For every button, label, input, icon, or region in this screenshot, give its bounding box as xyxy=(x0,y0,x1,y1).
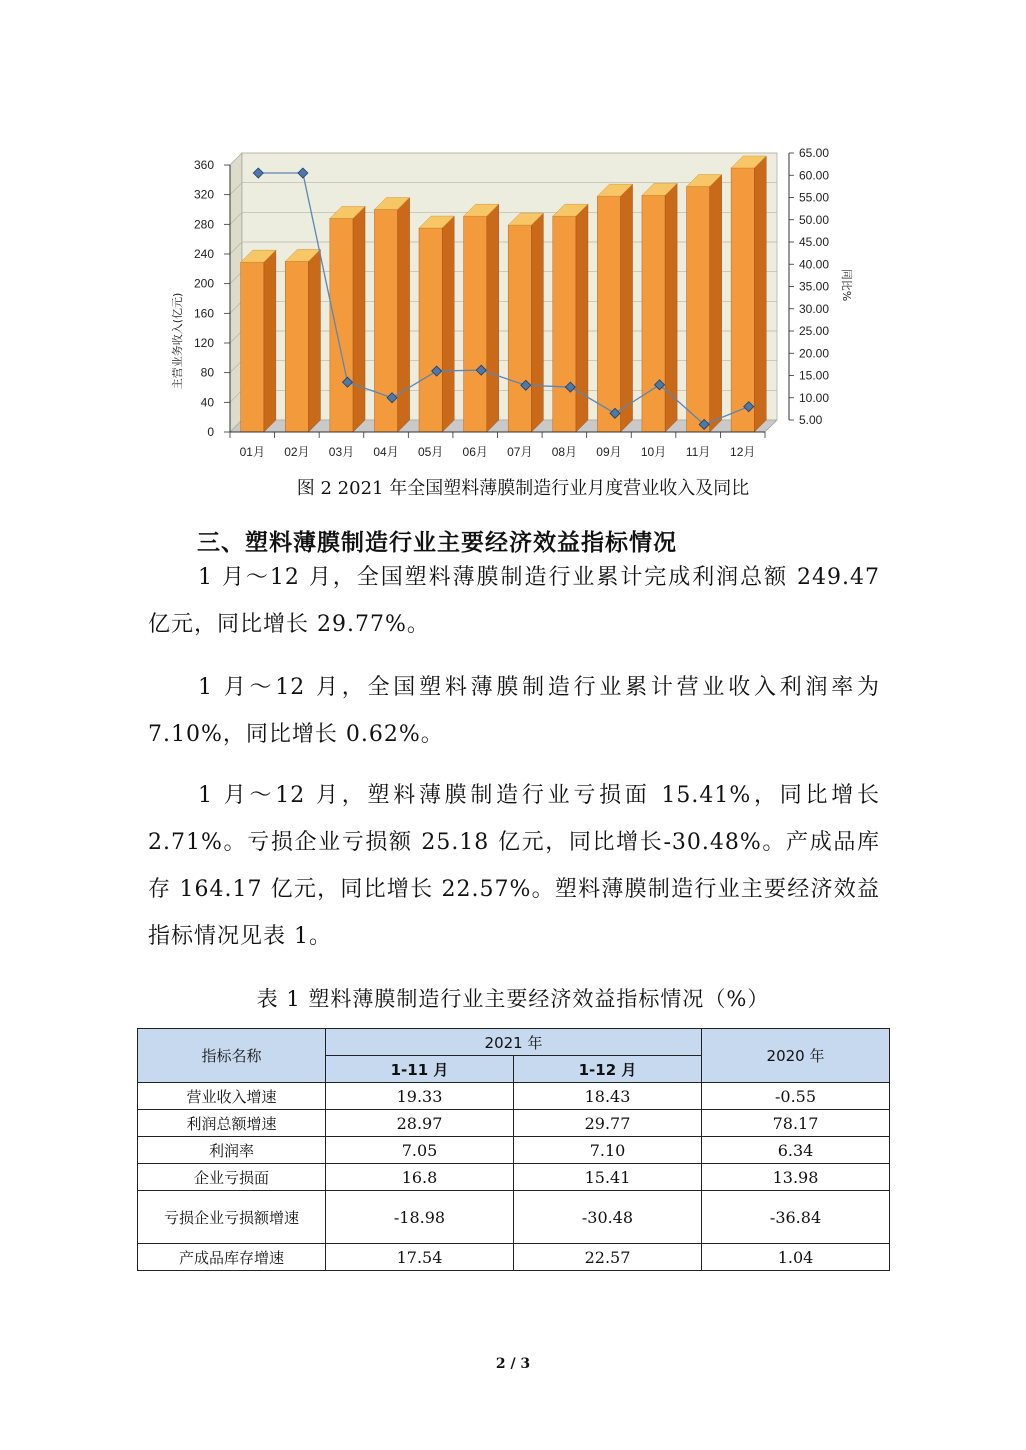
figure-caption: 图 2 2021 年全国塑料薄膜制造行业月度营业收入及同比 xyxy=(296,478,750,499)
bar xyxy=(285,249,320,432)
bar xyxy=(642,183,677,432)
y-tick-label: 240 xyxy=(193,247,214,261)
cell-value: 6.34 xyxy=(702,1137,890,1164)
y2-tick-label: 10.00 xyxy=(799,390,830,405)
x-tick-label: 07月 xyxy=(507,445,533,459)
chart-left-axis-title: 主营业务收入(亿元) xyxy=(171,292,184,390)
bar-side xyxy=(710,175,722,432)
x-tick-label: 01月 xyxy=(239,445,265,459)
paragraph-profit-rate: 1 月～12 月，全国塑料薄膜制造行业累计营业收入利润率为 7.10%，同比增长 0.62%。 xyxy=(148,675,880,747)
bar xyxy=(508,213,543,432)
row-name: 利润率 xyxy=(138,1137,326,1164)
y-tick-label: 360 xyxy=(193,158,214,172)
chart-right-axis-ticks xyxy=(789,146,829,427)
row-name: 企业亏损面 xyxy=(138,1164,326,1191)
y-tick-label: 40 xyxy=(200,395,214,410)
cell-value: 15.41 xyxy=(514,1164,702,1191)
y2-tick-label: 40.00 xyxy=(799,257,830,272)
row-name: 利润总额增速 xyxy=(138,1110,326,1137)
table-row xyxy=(138,1137,890,1164)
y2-tick-label: 55.00 xyxy=(799,190,830,205)
cell-value: -30.48 xyxy=(514,1191,702,1244)
cell-value: 22.57 xyxy=(514,1244,702,1271)
x-tick-label: 08月 xyxy=(551,445,578,459)
bar xyxy=(330,206,365,432)
bar-side xyxy=(398,198,410,433)
indicators-table xyxy=(137,1028,890,1271)
paragraph-loss: 1 月～12 月，塑料薄膜制造行业亏损面 15.41%，同比增长 2.71%。亏损企业亏损额 25.18 亿元，同比增长-30.48%。产成品库存 164.17 亿元，同比增长 22.57%。塑料薄膜制造行业主要经济效益指标情况见表 1。 xyxy=(148,783,880,949)
cell-value: 1.04 xyxy=(702,1244,890,1271)
x-tick-label: 11月 xyxy=(685,445,711,459)
bar xyxy=(553,204,588,432)
table-row xyxy=(138,1191,890,1244)
bar-side xyxy=(353,206,365,432)
header-year-2021: 2021 年 xyxy=(326,1029,702,1056)
y-tick-label: 200 xyxy=(193,276,214,291)
cell-value: -18.98 xyxy=(326,1191,514,1244)
x-tick-label: 10月 xyxy=(640,445,667,459)
table-row xyxy=(138,1110,890,1137)
bar-front xyxy=(642,195,665,432)
paragraph-profit: 1 月～12 月，全国塑料薄膜制造行业累计完成利润总额 249.47 亿元，同比增长 29.77%。 xyxy=(148,565,880,637)
bar xyxy=(419,216,454,432)
chart-right-axis-title: 同比% xyxy=(840,268,853,302)
y2-tick-label: 20.00 xyxy=(799,346,830,361)
bar-side xyxy=(442,216,454,432)
section-heading: 三、塑料薄膜制造行业主要经济效益指标情况 xyxy=(197,530,677,556)
y-tick-label: 0 xyxy=(207,425,214,439)
chart-side-wall xyxy=(230,153,242,432)
y2-tick-label: 60.00 xyxy=(799,168,830,183)
bar xyxy=(241,250,276,432)
table-row xyxy=(138,1244,890,1271)
cell-value: 19.33 xyxy=(326,1083,514,1110)
y2-tick-label: 25.00 xyxy=(799,324,830,338)
x-tick-label: 12月 xyxy=(730,445,756,459)
bar-front xyxy=(285,261,308,432)
y-tick-label: 80 xyxy=(200,365,214,380)
chart-left-axis-ticks xyxy=(194,158,230,439)
bar xyxy=(597,184,632,432)
header-year-2020: 2020 年 xyxy=(702,1029,890,1083)
cell-value: 13.98 xyxy=(702,1164,890,1191)
bar-front xyxy=(687,187,710,432)
bar-side xyxy=(264,250,276,432)
bar-front xyxy=(330,218,353,432)
bar xyxy=(687,175,722,432)
x-tick-label: 06月 xyxy=(462,445,488,459)
header-jan-dec: 1-12 月 xyxy=(514,1056,702,1083)
cell-value: 28.97 xyxy=(326,1110,514,1137)
page-number: 2 / 3 xyxy=(495,1356,531,1372)
x-tick-label: 03月 xyxy=(328,445,355,459)
cell-value: 16.8 xyxy=(326,1164,514,1191)
y2-tick-label: 65.00 xyxy=(799,146,830,160)
x-tick-label: 02月 xyxy=(284,445,310,459)
y2-tick-label: 45.00 xyxy=(799,235,830,249)
cell-value: 78.17 xyxy=(702,1110,890,1137)
revenue-chart xyxy=(165,140,865,470)
bar-side xyxy=(621,184,633,432)
y2-tick-label: 30.00 xyxy=(799,301,830,316)
bar-front xyxy=(419,228,442,432)
x-tick-label: 09月 xyxy=(596,445,622,459)
bar-front xyxy=(597,196,620,432)
y2-tick-label: 50.00 xyxy=(799,212,830,227)
header-jan-nov: 1-11 月 xyxy=(326,1056,514,1083)
cell-value: 7.05 xyxy=(326,1137,514,1164)
row-name: 产成品库存增速 xyxy=(138,1244,326,1271)
bar-side xyxy=(487,204,499,432)
row-name: 营业收入增速 xyxy=(138,1083,326,1110)
table-row xyxy=(138,1164,890,1191)
y-tick-label: 320 xyxy=(193,187,214,202)
x-tick-label: 05月 xyxy=(417,445,444,459)
y2-tick-label: 5.00 xyxy=(799,413,823,427)
cell-value: 29.77 xyxy=(514,1110,702,1137)
header-indicator-name: 指标名称 xyxy=(138,1029,326,1083)
cell-value: -0.55 xyxy=(702,1083,890,1110)
y-tick-label: 160 xyxy=(193,306,214,321)
table-caption: 表 1 塑料薄膜制造行业主要经济效益指标情况（%） xyxy=(256,987,770,1011)
bar-side xyxy=(754,156,766,432)
bar xyxy=(731,156,766,432)
y-tick-label: 120 xyxy=(193,336,214,350)
bar-front xyxy=(731,168,754,432)
x-tick-label: 04月 xyxy=(373,445,399,459)
bar-side xyxy=(531,213,543,432)
bar-front xyxy=(241,262,264,432)
bar-front xyxy=(553,216,576,432)
y2-tick-label: 35.00 xyxy=(799,279,830,294)
y2-tick-label: 15.00 xyxy=(799,368,830,383)
table-row xyxy=(138,1083,890,1110)
y-tick-label: 280 xyxy=(193,217,214,232)
bar xyxy=(464,204,499,432)
bar-front xyxy=(464,216,487,432)
row-name: 亏损企业亏损额增速 xyxy=(138,1191,326,1244)
bar-side xyxy=(576,204,588,432)
cell-value: 7.10 xyxy=(514,1137,702,1164)
chart-x-axis-ticks xyxy=(230,432,765,459)
cell-value: -36.84 xyxy=(702,1191,890,1244)
bar-side xyxy=(308,249,320,432)
cell-value: 18.43 xyxy=(514,1083,702,1110)
cell-value: 17.54 xyxy=(326,1244,514,1271)
bar-front xyxy=(508,225,531,432)
